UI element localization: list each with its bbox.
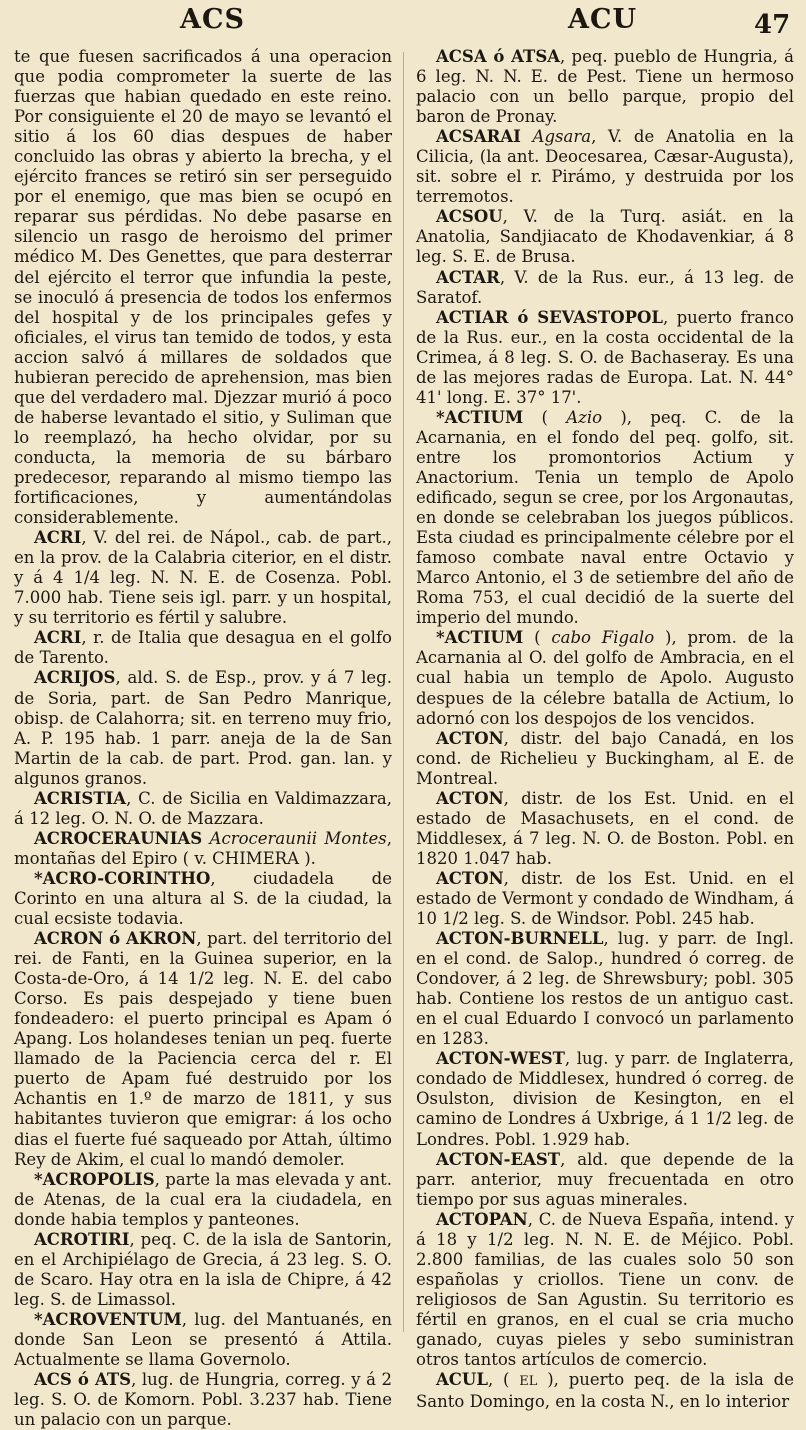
entry-headword: ACTOPAN (436, 1209, 528, 1229)
entry-headword: ACS ó ATS (34, 1370, 132, 1390)
left-guide-word: ACS (180, 4, 245, 35)
entry (14, 1230, 392, 1310)
entry (416, 869, 794, 929)
entry-text: , ciudadela de Corinto en una altura al S. de la ciudad, la cual ecsiste todavia. (14, 868, 392, 929)
page-number: 47 (754, 10, 791, 40)
entry-headword: ACROTIRI (34, 1229, 130, 1249)
entry-headword: ACRON ó AKRON (34, 929, 197, 949)
entry-text: , C. de Sicilia en Valdimazzara, á 12 leg. O. N. O. de Mazzara. (14, 788, 392, 828)
entry-text: , ald. S. de Esp., prov. y á 7 leg. de Soria, part. de San Pedro Manrique, obisp. de Calahorra; sit. en terreno muy frio, A. P. 195 hab. 1 parr. aneja de la de San Martin de la cab. de part. Prod. gan. lan. y algunos granos. (14, 668, 392, 788)
entry-headword: ACUL (436, 1370, 488, 1390)
entry-headword: ACSOU (436, 207, 503, 227)
entry (14, 789, 392, 829)
running-header (0, 0, 806, 46)
entry-headword: *ACTIUM (436, 628, 524, 648)
entry-headword: ACTON-BURNELL (436, 929, 604, 949)
entry-alt-name: Azio (566, 407, 603, 427)
entry (416, 1049, 794, 1149)
entry-headword: *ACRO-CORINTHO (34, 868, 211, 888)
entry (14, 829, 392, 869)
entry (14, 528, 392, 628)
entry-headword: ACROCERAUNIAS (34, 828, 203, 848)
entry (416, 47, 794, 127)
entry (14, 668, 392, 788)
entry: ACUL, ( EL ), puerto peq. de la isla de Santo Domingo, en la costa N., en lo interior (416, 1370, 794, 1412)
entry-text: , parte la mas elevada y ant. de Atenas, de la cual era la ciudadela, en donde habia templos y panteones. (14, 1169, 392, 1229)
entry: *ACTIUM ( Azio ), peq. C. de la Acarnania, en el fondo del peq. golfo, sit. entre los promontorios Actium y Anactorium. Tenia un templo de Apolo edificado, segun se cree, por los Argonautas, en donde se celebraban los juegos públicos. Esta ciudad es principalmente célebre por el famoso combate naval entre Octavio y Marco Antonio, el 3 de setiembre del año de Roma 753, el cual decidió de la suerte del imperio del mundo. (416, 407, 794, 628)
entry (14, 929, 392, 1170)
entry (416, 789, 794, 869)
entry-headword: ACTON-WEST (436, 1049, 565, 1069)
entry (14, 1310, 392, 1370)
entry-text: te que fuesen sacrificados á una operacion que podia comprometer la suerte de las fuerzas que habian quedado en este reino. Por consiguiente el 20 de mayo se levantó el sitio á los 60 dias despues de haber concluido las obras y abierto la brecha, y el ejército frances se retiró sin ser perseguido por el enemigo, que mas bien se ocupó en reparar sus pérdidas. No debe pasarse en silencio un rasgo de heroismo del primer médico M. Des Genettes, que para desterrar del ejército el terror que infundia la peste, se inoculó á presencia de todos los enfermos del hospital y de los principales gefes y oficiales, el virus tan temido de todos, y esta accion salvó á millares de soldados que hubieran perecido de aprehension, mas bien que del verdadero mal. Djezzar murió á poco de haberse levantado el sitio, y Suliman que lo reemplazó, ha hecho olvidar, por su conducta, la memoria de su bárbaro predecesor, reparando al mismo tiempo las fortificaciones, y aumentándolas considerablemente. (14, 47, 392, 528)
entry-headword: ACTIAR ó SEVASTOPOL (436, 307, 663, 327)
entry-text: , peq. C. de la isla de Santorin, en el Archipiélago de Grecia, á 23 leg. S. O. de Scaro. Hay otra en la isla de Chipre, á 42 leg. S. de Limassol. (14, 1229, 392, 1309)
entry-headword: ACRI (34, 628, 82, 648)
entry (416, 1150, 794, 1210)
entry-text: , lug. del Mantuanés, en donde San Leon se presentó á Attila. Actualmente se llama Governolo. (14, 1309, 392, 1370)
entry: *ACTIUM ( cabo Figalo ), prom. de la Acarnania al O. del golfo de Ambracia, en el cual habia un templo de Apolo. Augusto despues de la célebre batalla de Actium, lo adornó con los despojos de los vencidos. (416, 628, 794, 728)
entry-headword: ACTON (436, 788, 504, 808)
entry-headword: ACRISTIA (34, 788, 127, 808)
entry-latin-name: Acroceraunii Montes (209, 828, 387, 848)
entry-headword: ACSA ó ATSA (436, 47, 561, 66)
entry-text: , distr. de los Est. Unid. en el estado de Vermont y condado de Windham, á 10 1/2 leg. S. de Windsor. Pobl. 245 hab. (416, 868, 794, 929)
entry-text: , puerto franco de la Rus. eur., en la costa occidental de la Crimea, á 8 leg. S. O. de Bachaseray. Es una de las mejores radas de Europa. Lat. N. 44° 41' long. E. 37° 17'. (416, 307, 794, 407)
entry-alt-name: cabo Figalo (551, 628, 655, 648)
right-guide-word: ACU (568, 4, 637, 35)
entry-text: , peq. C. de la Acarnania, en el fondo del peq. golfo, sit. entre los promontorios Actium y Anactorium. Tenia un templo de Apolo edificado, segun se cree, por los Argonautas, en donde se celebraban los juegos públicos. Esta ciudad es principalmente célebre por el famoso combate naval entre Octavio y Marco Antonio, el 3 de setiembre del año de Roma 753, el cual decidió de la suerte del imperio del mundo. (416, 407, 794, 628)
entry-text: , puerto peq. de la isla de Santo Domingo, en la costa N., en lo interior (416, 1370, 794, 1412)
entry (14, 1370, 392, 1430)
entry-text: , peq. pueblo de Hungria, á 6 leg. N. N. E. de Pest. Tiene un hermoso palacio con un bello parque, propio del baron de Pronay. (416, 47, 794, 127)
entry-headword: ACRI (34, 528, 82, 548)
entry-text: , lug. y parr. de Ingl. en el cond. de Salop., hundred ó correg. de Condover, á 2 leg. de Shrewsbury; pobl. 305 hab. Contiene los restos de un antiguo cast. en el cual Eduardo I convocó un parlamento en 1283. (416, 929, 794, 1049)
entry-continuation (14, 47, 392, 528)
entry-text: , C. de Nueva España, intend. y á 18 y 1/2 leg. N. N. E. de Méjico. Pobl. 2.800 familias, de las cuales solo 50 son españolas y criollos. Tiene un conv. de religiosos de San Agustin. Su territorio es fértil en granos, en el cual se cria mucho ganado, cuyas pieles y sebo suministran otros tantos artículos de comercio. (416, 1209, 794, 1370)
entry-text: , V. de Anatolia en la Cilicia, (la ant. Deocesarea, Cæsar-Augusta), sit. sobre el r. Pirámo, y destruida por los terremotos. (416, 127, 794, 207)
entry-headword: ACTON (436, 728, 504, 748)
entry-text: , prom. de la Acarnania al O. del golfo de Ambracia, en el cual habia un templo de Apolo. Augusto despues de la célebre batalla de Actium, lo adornó con los despojos de los vencidos. (416, 628, 794, 728)
entry-text: , distr. de los Est. Unid. en el estado de Masachusets, en el cond. de Middlesex, á 7 leg. N. O. de Boston. Pobl. en 1820 1.047 hab. (416, 788, 794, 868)
entry (14, 1170, 392, 1230)
entry-text: , V. de la Turq. asiát. en la Anatolia, Sandjiacato de Khodavenkiar, á 8 leg. S. E. de Brusa. (416, 207, 794, 267)
entry-text: , lug. y parr. de Inglaterra, condado de Middlesex, hundred ó correg. de Osulston, division de Kesington, en el camino de Londres á Uxbrige, á 1 1/2 leg. de Londres. Pobl. 1.929 hab. (416, 1049, 794, 1149)
entry (416, 207, 794, 267)
entry-text: , part. del territorio del rei. de Fanti, en la Guinea superior, en la Costa-de-Oro, á 14 1/2 leg. N. E. del cabo Corso. Es pais despejado y tiene buen fondeadero: el puerto principal es Apam ó Apang. Los holandeses tenian un peq. fuerte llamado de la Paciencia cerca del r. El puerto de Apam fué destruido por los Achantis en 1.º de marzo de 1811, y sus habitantes tuvieron que emigrar: á los ocho dias el fuerte fué saqueado por Attah, último Rey de Akim, el cual lo mandó demoler. (14, 929, 392, 1169)
entry-headword: ACTON-EAST (436, 1149, 561, 1169)
entry (416, 729, 794, 789)
entry-text: , V. de la Rus. eur., á 13 leg. de Saratof. (416, 267, 794, 307)
column-divider (403, 52, 404, 1332)
left-column (14, 47, 392, 1430)
entry (416, 929, 794, 1049)
entry-text: , r. de Italia que desagua en el golfo de Tarento. (14, 628, 392, 668)
entry-article: EL (519, 1374, 538, 1390)
entry-headword: ACSARAI (436, 127, 521, 147)
right-column (416, 47, 794, 1412)
entry-text: , montañas del Epiro ( v. CHIMERA ). (14, 828, 392, 868)
entry-headword: *ACTIUM (436, 407, 524, 427)
entry-text: , V. del rei. de Nápol., cab. de part., en la prov. de la Calabria citerior, en el distr. y á 4 1/4 leg. N. N. E. de Cosenza. Pobl. 7.000 hab. Tiene seis igl. parr. y un hospital, y su territorio es fértil y salubre. (14, 528, 392, 628)
entry-headword: ACTAR (436, 267, 500, 287)
entry-text: , ald. que depende de la parr. anterior, muy frecuentada en otro tiempo por sus aguas minerales. (416, 1149, 794, 1209)
entry-latin-name: Agsara (532, 127, 592, 147)
entry-text: , distr. del bajo Canadá, en los cond. de Richelieu y Buckingham, al E. de Montreal. (416, 728, 794, 788)
entry (14, 628, 392, 668)
entry (416, 1210, 794, 1370)
entry-headword: *ACROPOLIS (34, 1169, 155, 1189)
entry-headword: ACRIJOS (34, 668, 116, 688)
entry (416, 308, 794, 408)
entry (416, 268, 794, 308)
entry (14, 869, 392, 929)
entry-headword: *ACROVENTUM (34, 1309, 182, 1329)
entry (416, 127, 794, 207)
entry-text: , lug. de Hungria, correg. y á 2 leg. S. O. de Komorn. Pobl. 3.237 hab. Tiene un palacio con un parque. (14, 1370, 392, 1430)
entry-headword: ACTON (436, 868, 504, 888)
